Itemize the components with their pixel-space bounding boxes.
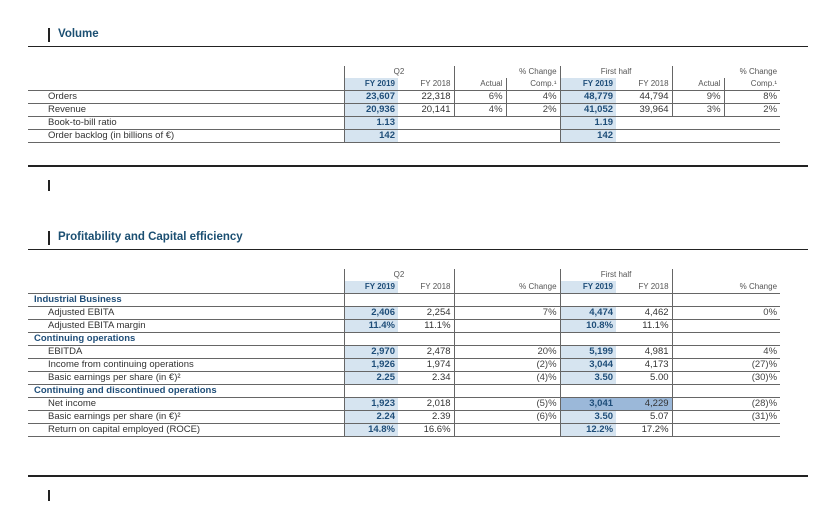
cell-h1-fy2018: 4,462 (644, 307, 669, 318)
cell-h1-fy2019-selected: 3,041 (560, 398, 616, 411)
profit-top-rule (28, 249, 808, 250)
volume-q2-header: Q2 (344, 66, 454, 78)
profit-q2-fy2019-header: FY 2019 (344, 281, 398, 294)
cell-q2-fy2018: 2.34 (432, 372, 451, 383)
cell-h1-change: (30)% (672, 372, 780, 385)
cell-q2-change (454, 320, 560, 333)
cell-q2-fy2019: 11.4% (344, 320, 398, 333)
cell-h1-change (672, 320, 780, 333)
cell-h1-fy2019: 4,474 (560, 307, 616, 320)
cell-h1-fy2018: 17.2% (641, 424, 669, 435)
profit-h1-fy2019-header: FY 2019 (560, 281, 616, 294)
table-row (28, 91, 780, 104)
table-row (28, 411, 780, 424)
cell-q2-fy2019: 23,607 (344, 91, 398, 104)
cell-h1-fy2019: 5,199 (560, 346, 616, 359)
text-cursor-mark (48, 180, 50, 191)
cell-h1-change (672, 424, 780, 437)
cell-h1-comp: 8% (724, 91, 780, 104)
row-label: EBITDA (48, 346, 83, 357)
cell-h1-fy2018: 11.1% (642, 320, 669, 331)
row-label: Order backlog (in billions of €) (48, 130, 175, 141)
cell-h1-comp: 2% (724, 104, 780, 117)
cell-q2-fy2018: 2,018 (426, 398, 451, 409)
row-label: Adjusted EBITA margin (48, 320, 146, 331)
cell-q2-comp: 4% (506, 91, 560, 104)
cell-q2-fy2019: 2,970 (344, 346, 398, 359)
row-label: Orders (48, 91, 78, 102)
row-label: Basic earnings per share (in €)² (48, 411, 181, 422)
table-row (28, 398, 780, 411)
cell-q2-fy2019: 1,926 (344, 359, 398, 372)
cell-q2-change: (5)% (454, 398, 560, 411)
table-row (28, 130, 780, 143)
profit-bottom-rule (28, 475, 808, 477)
profit-header-row-2 (28, 281, 780, 294)
cell-q2-fy2019: 20,936 (344, 104, 398, 117)
volume-table (28, 66, 780, 143)
cell-h1-change: 4% (672, 346, 780, 359)
cell-h1-fy2019: 12.2% (560, 424, 616, 437)
cell-h1-fy2018: 39,964 (639, 104, 669, 115)
row-label: Book-to-bill ratio (48, 117, 117, 128)
cell-q2-actual: 6% (454, 91, 506, 104)
cell-q2-comp: 2% (506, 104, 560, 117)
cell-h1-fy2018: 5.07 (650, 411, 669, 422)
cell-q2-fy2019: 1,923 (344, 398, 398, 411)
row-label: Basic earnings per share (in €)² (48, 372, 181, 383)
row-label: Return on capital employed (ROCE) (48, 424, 201, 435)
table-row (28, 424, 780, 437)
profit-table (28, 269, 780, 437)
profit-q2-pct-change-header: % Change (454, 281, 560, 294)
text-cursor-mark (48, 490, 50, 501)
volume-bottom-rule (28, 165, 808, 167)
cell-h1-fy2019: 3.50 (560, 411, 616, 424)
cell-q2-fy2018: 16.6% (423, 424, 451, 435)
cell-q2-change: 20% (454, 346, 560, 359)
cell-h1-fy2019: 142 (560, 130, 616, 143)
cell-h1-change: 0% (672, 307, 780, 320)
table-row (28, 346, 780, 359)
cell-h1-fy2018: 5.00 (650, 372, 669, 383)
row-label: Adjusted EBITA (48, 307, 115, 318)
profit-q2-header: Q2 (344, 269, 454, 281)
cell-q2-fy2018: 20,141 (421, 104, 451, 115)
cell-h1-fy2019: 41,052 (560, 104, 616, 117)
cell-q2-fy2019: 142 (344, 130, 398, 143)
volume-h1-fy2018-header: FY 2018 (638, 79, 669, 88)
cell-q2-fy2018: 22,318 (421, 91, 451, 102)
cell-h1-fy2018: 44,794 (639, 91, 669, 102)
cell-q2-fy2018: 2.39 (432, 411, 451, 422)
volume-q2-pct-change-header: % Change (519, 67, 557, 76)
volume-top-rule (28, 46, 808, 47)
volume-section-title: Volume (48, 28, 99, 40)
cell-q2-fy2019: 2,406 (344, 307, 398, 320)
row-label: Income from continuing operations (48, 359, 194, 370)
cell-q2-fy2019: 2.24 (344, 411, 398, 424)
profit-q2-fy2018-header: FY 2018 (420, 282, 451, 291)
group-label: Continuing operations (34, 333, 136, 344)
volume-q2-comp-header: Comp.¹ (506, 78, 560, 91)
cell-q2-change (454, 424, 560, 437)
cell-h1-change: (31)% (672, 411, 780, 424)
volume-h1-comp-header: Comp.¹ (724, 78, 780, 91)
cell-q2-change: (4)% (454, 372, 560, 385)
cell-h1-fy2019: 10.8% (560, 320, 616, 333)
cell-q2-fy2019: 1.13 (344, 117, 398, 130)
volume-h1-header: First half (560, 66, 672, 78)
cell-h1-fy2019: 1.19 (560, 117, 616, 130)
cell-h1-fy2019: 3.50 (560, 372, 616, 385)
table-row (28, 117, 780, 130)
cell-h1-fy2018-selected: 4,229 (616, 398, 672, 411)
group-header-row (28, 385, 780, 398)
table-row (28, 307, 780, 320)
volume-h1-actual-header: Actual (672, 78, 724, 91)
volume-h1-fy2019-header: FY 2019 (560, 78, 616, 91)
cell-h1-actual: 3% (672, 104, 724, 117)
cell-h1-fy2019: 48,779 (560, 91, 616, 104)
cell-q2-change: (2)% (454, 359, 560, 372)
cell-h1-actual: 9% (672, 91, 724, 104)
volume-q2-fy2019-header: FY 2019 (344, 78, 398, 91)
cell-q2-fy2018: 2,478 (426, 346, 451, 357)
table-row (28, 372, 780, 385)
cell-h1-change: (27)% (672, 359, 780, 372)
volume-header-row-2 (28, 78, 780, 91)
cell-q2-fy2018: 11.1% (424, 320, 451, 331)
group-header-row (28, 333, 780, 346)
cell-h1-change: (28)% (672, 398, 780, 411)
volume-header-row-1 (28, 66, 780, 78)
row-label: Revenue (48, 104, 87, 115)
profit-section-title: Profitability and Capital efficiency (48, 231, 243, 243)
group-label: Industrial Business (34, 294, 122, 305)
cell-h1-fy2018: 4,173 (644, 359, 669, 370)
cell-q2-fy2018: 2,254 (426, 307, 451, 318)
volume-q2-actual-header: Actual (454, 78, 506, 91)
volume-q2-fy2018-header: FY 2018 (420, 79, 451, 88)
table-row (28, 320, 780, 333)
volume-h1-pct-change-header: % Change (739, 67, 778, 76)
cell-q2-fy2019: 14.8% (344, 424, 398, 437)
profit-h1-fy2018-header: FY 2018 (638, 282, 669, 291)
cell-q2-fy2019: 2.25 (344, 372, 398, 385)
cell-q2-actual: 4% (454, 104, 506, 117)
group-header-row (28, 294, 780, 307)
cell-q2-change: (6)% (454, 411, 560, 424)
row-label: Net income (48, 398, 97, 409)
profit-h1-header: First half (560, 269, 672, 281)
cell-h1-fy2019: 3,044 (560, 359, 616, 372)
cell-h1-fy2018: 4,981 (644, 346, 669, 357)
profit-header-row-1 (28, 269, 780, 281)
table-row (28, 104, 780, 117)
profit-h1-pct-change-header: % Change (672, 281, 780, 294)
cell-q2-change: 7% (454, 307, 560, 320)
table-row (28, 359, 780, 372)
group-label: Continuing and discontinued operations (34, 385, 217, 396)
cell-q2-fy2018: 1,974 (426, 359, 451, 370)
